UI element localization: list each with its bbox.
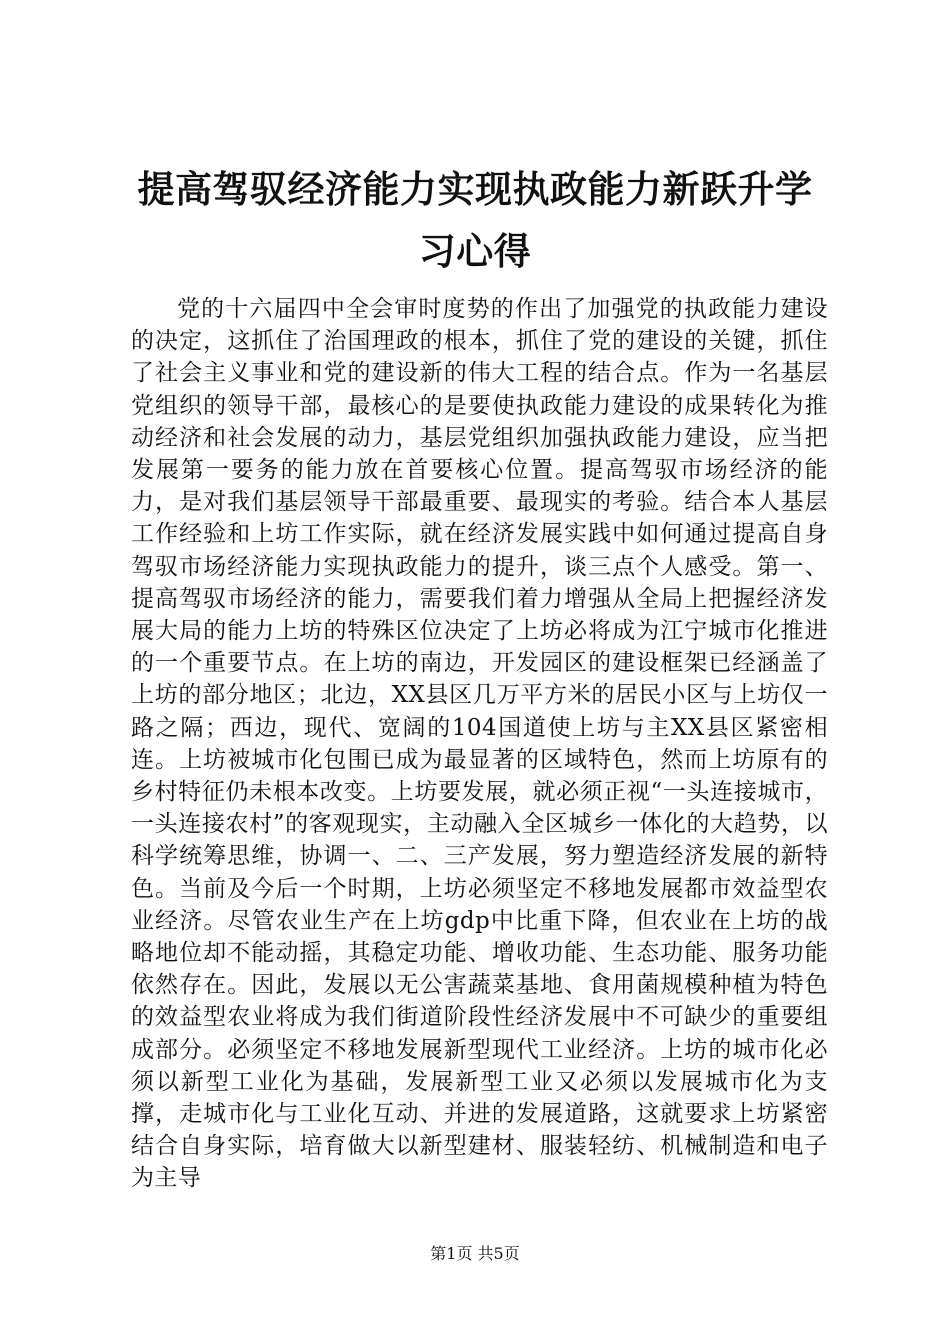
document-title: 提高驾驭经济能力实现执政能力新跃升学习心得: [137, 167, 813, 273]
document-body-paragraph: 党的十六届四中全会审时度势的作出了加强党的执政能力建设的决定，这抓住了治国理政的根本，抓住了党的建设的关键，抓住了社会主义事业和党的建设新的伟大工程的结合点。作为一名基层党组织的领导干部，最核心的是要使执政能力建设的成果转化为推动经济和社会发展的动力，基层党组织加强执政能力建设，应当把发展第一要务的能力放在首要核心位置。提高驾驭市场经济的能力，是对我们基层领导干部最重要、最现实的考验。结合本人基层工作经验和上坊工作实际，就在经济发展实践中如何通过提高自身驾驭市场经济能力实现执政能力的提升，谈三点个人感受。第一、提高驾驭市场经济的能力，需要我们着力增强从全局上把握经济发展大局的能力上坊的特殊区位决定了上坊必将成为江宁城市化推进的一个重要节点。在上坊的南边，开发园区的建设框架已经涵盖了上坊的部分地区；北边，XX县区几万平方米的居民小区与上坊仅一路之隔；西边，现代、宽阔的104国道使上坊与主XX县区紧密相连。上坊被城市化包围已成为最显著的区域特色，然而上坊原有的乡村特征仍未根本改变。上坊要发展，就必须正视“一头连接城市，一头连接农村”的客观现实，主动融入全区城乡一体化的大趋势，以科学统筹思维，协调一、二、三产发展，努力塑造经济发展的新特色。当前及今后一个时期，上坊必须坚定不移地发展都市效益型农业经济。尽管农业生产在上坊gdp中比重下降，但农业在上坊的战略地位却不能动摇，其稳定功能、增收功能、生态功能、服务功能依然存在。因此，发展以无公害蔬菜基地、食用菌规模种植为特色的效益型农业将成为我们街道阶段性经济发展中不可缺少的重要组成部分。必须坚定不移地发展新型现代工业经济。上坊的城市化必须以新型工业化为基础，发展新型工业又必须以发展城市化为支撑，走城市化与工业化互动、并进的发展道路，这就要求上坊紧密结合自身实际，培育做大以新型建材、服装轻纺、机械制造和电子为主导: [131, 296, 828, 1192]
page-number-footer: 第1页 共5页: [430, 1244, 520, 1263]
